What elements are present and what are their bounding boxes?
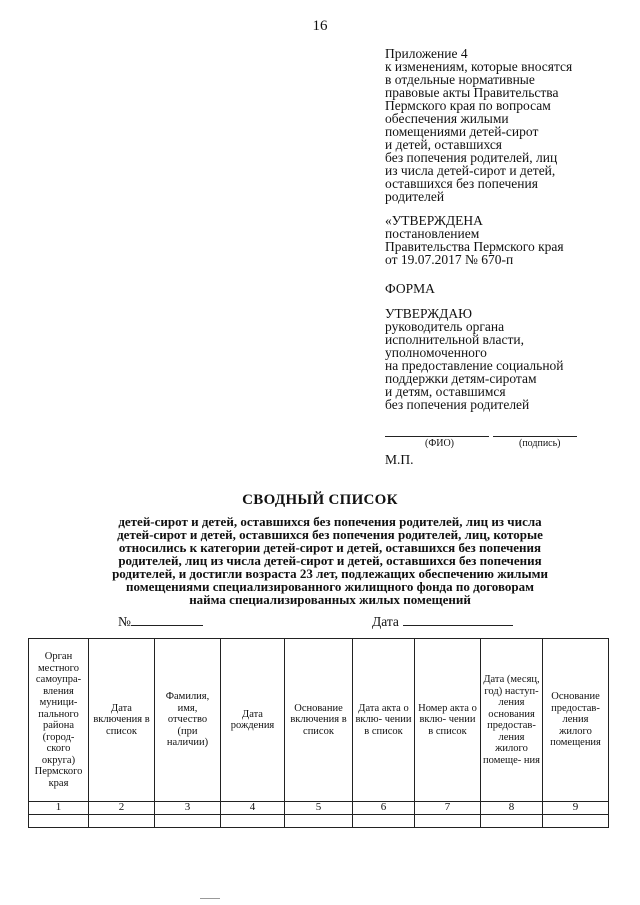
table-cell <box>221 815 285 828</box>
appendix-line: помещениями детей-сирот <box>385 124 539 139</box>
header-cell: Основание предостав- ления жилого помещения <box>543 639 609 802</box>
approve-line: руководитель органа <box>385 319 505 334</box>
signature-caption: (подпись) <box>519 438 561 449</box>
approve-line: исполнительной власти, <box>385 332 524 347</box>
column-number: 5 <box>285 802 353 815</box>
page-number: 16 <box>312 18 328 34</box>
header-cell: Номер акта о вклю- чении в список <box>415 639 481 802</box>
number-blank <box>131 613 203 626</box>
table-header-row <box>29 639 609 802</box>
appendix-line: родителей <box>385 189 445 204</box>
approved-line: постановлением <box>385 226 480 241</box>
approved-line: «УТВЕРЖДЕНА <box>385 213 483 228</box>
subtitle-line: детей-сирот и детей, оставшихся без попечения родителей, лиц, которые <box>117 527 543 542</box>
column-number: 9 <box>543 802 609 815</box>
approve-line: без попечения родителей <box>385 397 530 412</box>
header-cell: Основание включения в список <box>285 639 353 802</box>
table-cell <box>415 815 481 828</box>
table-cell <box>353 815 415 828</box>
appendix-line: без попечения родителей, лиц <box>385 150 558 165</box>
table-row <box>29 815 609 828</box>
approved-line: Правительства Пермского края <box>385 239 564 254</box>
header-cell: Дата акта о вклю- чении в список <box>353 639 415 802</box>
subtitle-line: помещениями специализированного жилищного фонда по договорам <box>126 579 534 594</box>
column-number: 6 <box>353 802 415 815</box>
header-cell: Дата рождения <box>221 639 285 802</box>
appendix-line: в отдельные нормативные <box>385 72 535 87</box>
table-cell <box>155 815 221 828</box>
signature-line <box>493 436 577 437</box>
form-label: ФОРМА <box>385 281 435 296</box>
approved-line: от 19.07.2017 № 670-п <box>385 252 514 267</box>
table-cell <box>285 815 353 828</box>
date-label: Дата <box>372 614 399 629</box>
appendix-line: из числа детей-сирот и детей, <box>385 163 556 178</box>
approve-line: уполномоченного <box>385 345 487 360</box>
fio-caption: (ФИО) <box>425 438 455 449</box>
table-cell <box>481 815 543 828</box>
column-number: 1 <box>29 802 89 815</box>
document-subtitle <box>60 515 600 606</box>
subtitle-line: найма специализированных жилых помещений <box>189 592 471 607</box>
approve-block <box>385 307 564 411</box>
column-number: 3 <box>155 802 221 815</box>
number-field <box>118 613 203 630</box>
approve-line: поддержки детям-сиротам <box>385 371 537 386</box>
header-cell: Орган местного самоупра- вления муници- пального района (город- ского округа) Пермского края <box>29 639 89 802</box>
header-cell: Дата включения в список <box>89 639 155 802</box>
appendix-line: Пермского края по вопросам <box>385 98 551 113</box>
appendix-line: к изменениям, которые вносятся <box>385 59 573 74</box>
column-number: 7 <box>415 802 481 815</box>
appendix-line: правовые акты Правительства <box>385 85 559 100</box>
table-cell <box>543 815 609 828</box>
column-number: 8 <box>481 802 543 815</box>
document-title: СВОДНЫЙ СПИСОК <box>242 492 398 508</box>
column-number-row <box>29 802 609 815</box>
appendix-line: оставшихся без попечения <box>385 176 538 191</box>
date-blank <box>403 613 513 626</box>
fio-signature-line <box>385 436 489 437</box>
table-cell <box>89 815 155 828</box>
approved-block <box>385 214 564 266</box>
subtitle-line: относились к категории детей-сирот и детей, оставшихся без попечения <box>118 540 542 555</box>
subtitle-line: родителей, лиц из числа детей-сирот и детей, оставшихся без попечения <box>118 553 542 568</box>
date-field <box>372 613 513 630</box>
appendix-line: обеспечения жилыми <box>385 111 509 126</box>
appendix-line: и детей, оставшихся <box>385 137 503 152</box>
appendix-block <box>385 47 572 203</box>
summary-table <box>28 638 609 828</box>
column-number: 4 <box>221 802 285 815</box>
column-number: 2 <box>89 802 155 815</box>
number-label: № <box>118 614 131 629</box>
subtitle-line: детей-сирот и детей, оставшихся без попечения родителей, лиц из числа <box>118 514 542 529</box>
table-cell <box>29 815 89 828</box>
header-cell: Фамилия, имя, отчество (при наличии) <box>155 639 221 802</box>
header-cell: Дата (месяц, год) наступ- ления основания предостав- ления жилого помеще- ния <box>481 639 543 802</box>
approve-line: и детям, оставшимся <box>385 384 506 399</box>
subtitle-line: родителей, и достигли возраста 23 лет, подлежащих обеспечению жилыми <box>112 566 548 581</box>
approve-line: на предоставление социальной <box>385 358 564 373</box>
scan-mark <box>200 898 220 899</box>
stamp-label: М.П. <box>385 452 414 467</box>
approve-line: УТВЕРЖДАЮ <box>385 306 473 321</box>
appendix-line: Приложение 4 <box>385 46 468 61</box>
